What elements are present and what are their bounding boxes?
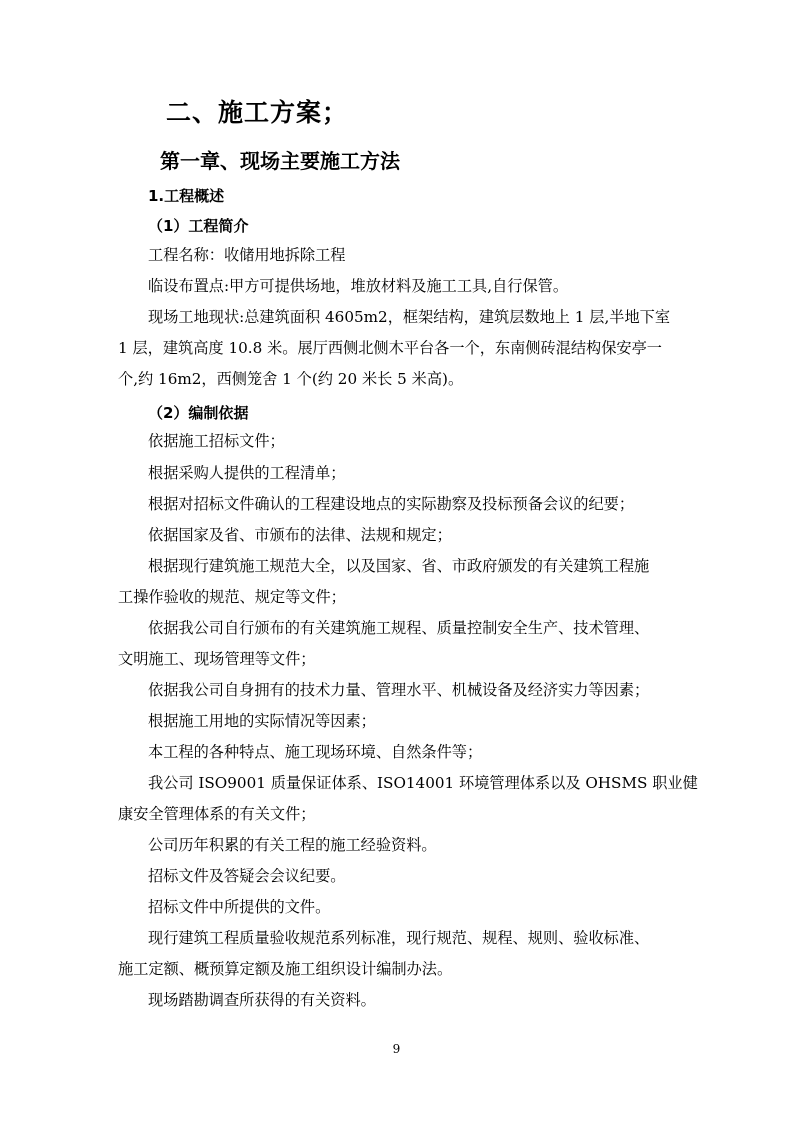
paragraph-line: 根据对招标文件确认的工程建设地点的实际勘察及投标预备会议的纪要； bbox=[148, 495, 634, 513]
paragraph-line: 依据国家及省、市颁布的法律、法规和规定； bbox=[148, 526, 452, 544]
paragraph-line: 招标文件中所提供的文件。 bbox=[148, 898, 331, 916]
paragraph-line: 依据我公司自身拥有的技术力量、管理水平、机械设备及经济实力等因素； bbox=[148, 681, 650, 699]
paragraph-line: 现场工地现状:总建筑面积 4605m2，框架结构，建筑层数地上 1 层,半地下室 bbox=[148, 308, 671, 326]
paragraph-line: 公司历年积累的有关工程的施工经验资料。 bbox=[148, 836, 437, 854]
paragraph-line: 个,约 16m2，西侧笼舍 1 个(约 20 米长 5 米高)。 bbox=[118, 370, 464, 388]
section-title-overview: 1.工程概述 bbox=[148, 187, 225, 205]
paragraph-line: 1 层，建筑高度 10.8 米。展厅西侧北侧木平台各一个，东南侧砖混结构保安亭一 bbox=[118, 339, 662, 357]
paragraph-line: 工操作验收的规范、规定等文件； bbox=[118, 588, 346, 606]
paragraph-line: 施工定额、概预算定额及施工组织设计编制办法。 bbox=[118, 960, 453, 978]
paragraph-line: 工程名称：收储用地拆除工程 bbox=[148, 246, 346, 264]
paragraph-line: 文明施工、现场管理等文件； bbox=[118, 650, 316, 668]
paragraph-line: 依据我公司自行颁布的有关建筑施工规程、质量控制安全生产、技术管理、 bbox=[148, 619, 650, 637]
subsection-title-basis: （2）编制依据 bbox=[148, 404, 249, 422]
paragraph-line: 招标文件及答疑会会议纪要。 bbox=[148, 867, 346, 885]
subsection-title-intro: （1）工程简介 bbox=[148, 217, 249, 235]
paragraph-line: 本工程的各种特点、施工现场环境、自然条件等； bbox=[148, 743, 483, 761]
paragraph-line: 现场踏勘调查所获得的有关资料。 bbox=[148, 991, 376, 1009]
paragraph-line: 根据采购人提供的工程清单； bbox=[148, 464, 346, 482]
section-heading: 二、施工方案； bbox=[166, 98, 349, 127]
page-number: 9 bbox=[392, 1042, 401, 1056]
paragraph-line: 现行建筑工程质量验收规范系列标准，现行规范、规程、规则、验收标准、 bbox=[148, 929, 650, 947]
paragraph-line: 根据施工用地的实际情况等因素； bbox=[148, 712, 376, 730]
chapter-heading: 第一章、现场主要施工方法 bbox=[160, 149, 400, 173]
paragraph-line: 临设布置点:甲方可提供场地，堆放材料及施工工具,自行保管。 bbox=[148, 277, 569, 295]
paragraph-line: 依据施工招标文件； bbox=[148, 432, 285, 450]
paragraph-line: 康安全管理体系的有关文件； bbox=[118, 805, 316, 823]
paragraph-line: 根据现行建筑施工规范大全，以及国家、省、市政府颁发的有关建筑工程施 bbox=[148, 557, 650, 575]
paragraph-line: 我公司 ISO9001 质量保证体系、ISO14001 环境管理体系以及 OHSMS 职业健 bbox=[148, 774, 698, 792]
